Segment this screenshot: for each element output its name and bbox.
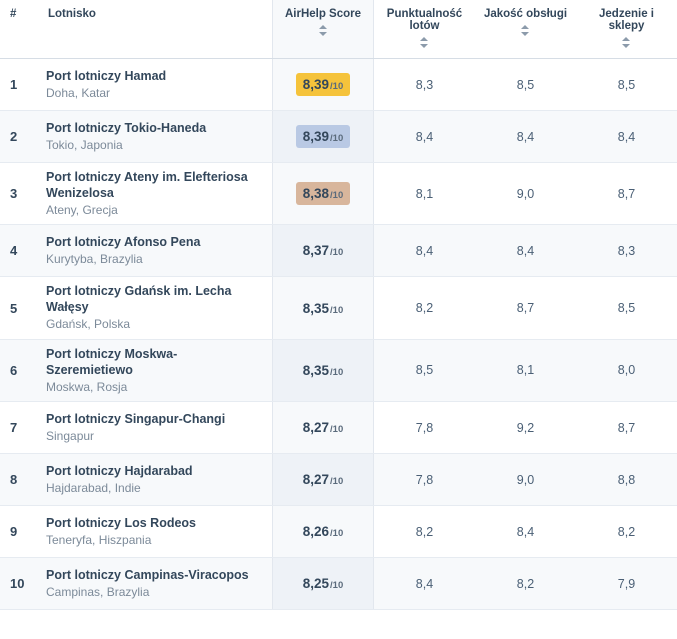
table-row[interactable] <box>0 506 677 558</box>
row-service-value: 9,2 <box>475 402 576 454</box>
column-header-score-label: AirHelp Score <box>284 8 362 20</box>
row-punctuality-value: 7,8 <box>374 454 476 506</box>
score-suffix: /10 <box>330 424 344 436</box>
row-service-value: 8,7 <box>475 277 576 339</box>
row-score-cell <box>273 339 374 401</box>
row-rank: 8 <box>0 454 42 506</box>
row-airport-cell[interactable] <box>42 277 273 339</box>
row-score-cell <box>273 225 374 277</box>
score-value: 8,35 <box>302 300 330 316</box>
row-airport-name: Port lotniczy Hamad <box>46 68 167 83</box>
score-suffix: /10 <box>330 580 344 592</box>
row-punctuality-value: 8,5 <box>374 339 476 401</box>
row-airport-cell[interactable] <box>42 558 273 610</box>
table-row[interactable] <box>0 402 677 454</box>
row-airport-location: Ateny, Grecja <box>46 203 118 217</box>
row-airport-name: Port lotniczy Gdańsk im. Lecha Wałęsy <box>46 284 232 315</box>
table-row[interactable] <box>0 454 677 506</box>
row-score-cell <box>273 163 374 225</box>
score-suffix: /10 <box>330 366 344 378</box>
row-airport-name: Port lotniczy Ateny im. Elefteriosa Wenizelosa <box>46 170 248 200</box>
row-service-value: 8,1 <box>475 339 576 401</box>
row-rank: 5 <box>0 277 42 339</box>
table-row[interactable] <box>0 59 677 111</box>
table-header <box>0 0 677 59</box>
column-header-food[interactable] <box>576 0 677 59</box>
row-airport-name: Port lotniczy Moskwa-Szeremietiewo <box>46 346 178 377</box>
score-value: 8,26 <box>302 524 330 540</box>
column-header-punctuality[interactable] <box>374 0 476 59</box>
score-value: 8,38 <box>302 186 330 202</box>
row-score-cell <box>273 454 374 506</box>
score-suffix: /10 <box>330 304 344 316</box>
row-airport-cell[interactable] <box>42 59 273 111</box>
score-value: 8,25 <box>302 576 330 592</box>
row-airport-location: Kurytyba, Brazylia <box>46 252 143 267</box>
row-punctuality-value: 8,4 <box>374 111 476 163</box>
row-service-value: 9,0 <box>475 163 576 225</box>
row-score-cell <box>273 59 374 111</box>
row-food-value: 8,2 <box>576 506 677 558</box>
row-airport-name: Port lotniczy Tokio-Haneda <box>46 120 207 135</box>
column-header-service-label: Jakość obsługi <box>483 8 568 20</box>
score-value: 8,39 <box>302 129 330 144</box>
row-punctuality-value: 8,3 <box>374 59 476 111</box>
score-value: 8,37 <box>302 243 330 259</box>
row-food-value: 8,5 <box>576 59 677 111</box>
row-score-cell <box>273 402 374 454</box>
row-punctuality-value: 8,2 <box>374 506 476 558</box>
row-airport-location: Singapur <box>46 428 95 443</box>
score-suffix: /10 <box>330 476 344 488</box>
row-airport-location: Tokio, Japonia <box>46 137 123 152</box>
score-suffix: /10 <box>330 528 344 540</box>
table-row[interactable] <box>0 111 677 163</box>
row-punctuality-value: 8,4 <box>374 225 476 277</box>
row-punctuality-value: 8,1 <box>374 163 476 225</box>
sort-icon-punctuality[interactable] <box>420 37 429 48</box>
row-service-value: 8,4 <box>475 506 576 558</box>
row-airport-location: Teneryfa, Hiszpania <box>46 532 152 547</box>
row-food-value: 8,0 <box>576 339 677 401</box>
row-airport-name: Port lotniczy Hajdarabad <box>46 463 193 478</box>
row-airport-cell[interactable] <box>42 111 273 163</box>
row-service-value: 8,4 <box>475 225 576 277</box>
row-rank: 9 <box>0 506 42 558</box>
score-suffix: /10 <box>330 247 344 259</box>
table-row[interactable] <box>0 277 677 339</box>
row-service-value: 8,4 <box>475 111 576 163</box>
row-food-value: 8,7 <box>576 163 677 225</box>
score-badge <box>296 416 351 439</box>
table-row[interactable] <box>0 339 677 401</box>
score-suffix: /10 <box>330 190 344 202</box>
row-airport-location: Gdańsk, Polska <box>46 317 131 332</box>
row-service-value: 9,0 <box>475 454 576 506</box>
row-food-value: 8,8 <box>576 454 677 506</box>
row-airport-name: Port lotniczy Campinas-Viracopos <box>46 567 249 582</box>
row-punctuality-value: 8,2 <box>374 277 476 339</box>
row-airport-name: Port lotniczy Afonso Pena <box>46 235 201 250</box>
row-rank: 7 <box>0 402 42 454</box>
table-header-row <box>0 0 677 59</box>
score-badge <box>296 297 351 320</box>
row-rank: 4 <box>0 225 42 277</box>
row-food-value: 8,3 <box>576 225 677 277</box>
score-badge <box>296 182 351 205</box>
table-row[interactable] <box>0 225 677 277</box>
row-rank: 2 <box>0 111 42 163</box>
score-value: 8,39 <box>302 77 330 92</box>
table-body <box>0 59 677 610</box>
score-badge <box>296 73 351 96</box>
row-punctuality-value: 8,4 <box>374 558 476 610</box>
row-score-cell <box>273 506 374 558</box>
score-value: 8,27 <box>302 472 330 488</box>
row-food-value: 8,7 <box>576 402 677 454</box>
score-badge <box>296 468 351 491</box>
row-service-value: 8,2 <box>475 558 576 610</box>
row-rank: 1 <box>0 59 42 111</box>
table-row[interactable] <box>0 558 677 610</box>
row-food-value: 8,5 <box>576 277 677 339</box>
score-badge <box>296 239 351 262</box>
row-score-cell <box>273 558 374 610</box>
row-airport-cell[interactable] <box>42 506 273 558</box>
row-rank: 6 <box>0 339 42 401</box>
score-value: 8,35 <box>302 362 330 378</box>
table-row[interactable] <box>0 163 677 225</box>
column-header-food-label: Jedzenie i sklepy <box>599 8 654 32</box>
row-airport-cell[interactable] <box>42 225 273 277</box>
row-airport-cell[interactable] <box>42 163 273 225</box>
row-airport-location: Doha, Katar <box>46 85 111 100</box>
sort-icon-score[interactable] <box>319 25 328 36</box>
score-suffix: /10 <box>330 133 344 144</box>
row-airport-name: Port lotniczy Los Rodeos <box>46 515 197 530</box>
row-service-value: 8,5 <box>475 59 576 111</box>
score-badge <box>296 520 351 543</box>
row-airport-location: Hajdarabad, Indie <box>46 480 141 495</box>
column-header-airport-label: Lotnisko <box>48 8 96 20</box>
row-rank: 3 <box>0 163 42 225</box>
row-airport-name: Port lotniczy Singapur-Changi <box>46 411 226 426</box>
row-food-value: 7,9 <box>576 558 677 610</box>
row-food-value: 8,4 <box>576 111 677 163</box>
row-rank: 10 <box>0 558 42 610</box>
column-header-score[interactable] <box>273 0 374 59</box>
row-airport-cell[interactable] <box>42 402 273 454</box>
row-airport-cell[interactable] <box>42 454 273 506</box>
column-header-rank <box>0 0 42 59</box>
column-header-service[interactable] <box>475 0 576 59</box>
column-header-punctuality-label: Punktualność lotów <box>386 8 463 32</box>
sort-icon-food[interactable] <box>622 37 631 48</box>
row-punctuality-value: 7,8 <box>374 402 476 454</box>
score-suffix: /10 <box>330 81 344 92</box>
score-badge <box>296 572 351 595</box>
row-airport-location: Campinas, Brazylia <box>46 584 150 599</box>
row-airport-cell[interactable] <box>42 339 273 401</box>
column-header-airport <box>42 0 273 59</box>
column-header-rank-label: # <box>10 8 17 20</box>
row-score-cell <box>273 111 374 163</box>
row-airport-location: Moskwa, Rosja <box>46 379 128 394</box>
score-value: 8,27 <box>302 420 330 436</box>
sort-icon-service[interactable] <box>521 25 530 36</box>
score-badge <box>296 359 351 382</box>
score-badge <box>296 125 351 148</box>
row-score-cell <box>273 277 374 339</box>
